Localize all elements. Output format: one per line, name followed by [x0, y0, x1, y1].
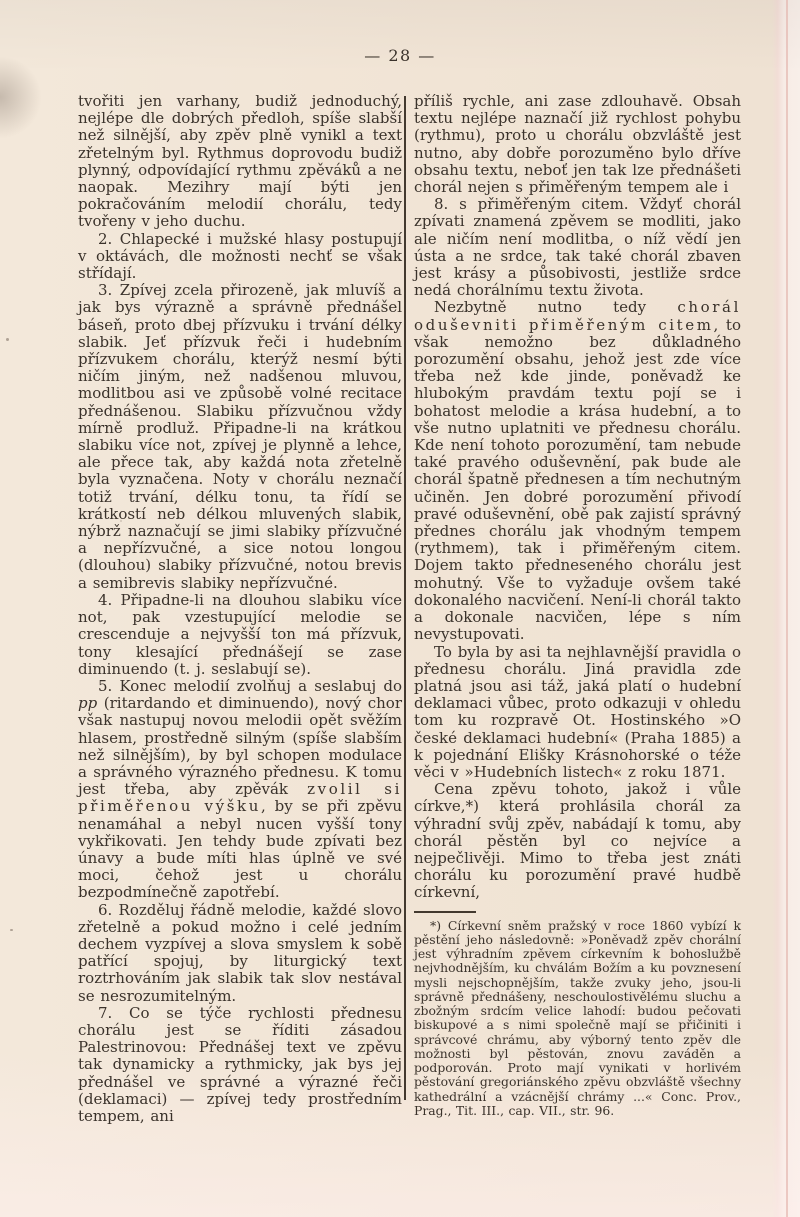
paragraph [78, 231, 402, 283]
paragraph [414, 781, 741, 901]
text-run: *) Církevní sněm pražský v roce 1860 vybízí k pěstění jeho následovně: »Poněvadž zpěv chorální jest výhradním zpěvem církevním k bohoslužbě nejvhodnějším, ku chválám Božím a ku povznesení mysli nejschopnějším, takže zvuky jeho, jsou-li správně přednášeny, neschoulostivělému sluchu a zbožným srdcím velice lahodí: budou pečovati biskupové a s nimi společně mají se přičiniti i správcové chrámu, aby výborný tento zpěv dle možnosti byl pěstován, znovu zaváděn a podporován. Proto mají vynikati v horlivém pěstování gregoriánského zpěvu obzvláště všechny kathedrální a vzácnější chrámy ...« Conc. Prov., Prag., Tit. III., cap. VII., str. 96. [414, 917, 741, 1118]
spaced-text-run: zvolil si přiměřenou výšku [78, 780, 403, 816]
text-run: příliš rychle, ani zase zdlouhavě. Obsah textu nejlépe naznačí již rychlost pohybu (rythmu), proto u chorálu obzvláště jest nutno, aby dobře porozuměno bylo dříve obsahu textu, neboť jen tak lze přednášeti chorál nejen s přiměřeným tempem ale i [414, 92, 741, 197]
paragraph [414, 299, 741, 643]
text-run: , to však nemožno bez důkladného porozumění obsahu, jehož jest zde více třeba než kde jinde, poněvadž ke hlubokým pravdám textu pojí se i bohatost melodie a krása hudební, a to vše nutno uplatniti ve přednesu chorálu. Kde není tohoto porozumění, tam nebude také pravého oduševnění, pak bude ale chorál špatně přednesen a tím nechutným učiněn. Jen dobré porozumění přivodí pravé oduševnění, obě pak zajistí správný přednes chorálu jak vhodným tempem (rythmem), tak i přiměřeným citem. Dojem takto předneseného chorálu jest mohutný. Vše to vyžaduje ovšem také dokonalého nacvičení. Není-li chorál takto a dokonale nacvičen, lépe s ním nevystupovati. [414, 315, 741, 644]
text-run: (ritardando et diminuendo), nový chor však nastupuj novou melodii opět svěžím hlasem, prostředně silným (spíše slabším než silnějším), by byl schopen modulace a správného výrazného přednesu. K tomu jest třeba, aby zpěvák [78, 694, 402, 799]
paragraph [414, 196, 741, 299]
paragraph [78, 902, 402, 1005]
footnote-separator-rule [414, 911, 476, 913]
paragraph [414, 93, 741, 196]
paragraph [78, 1005, 402, 1125]
paragraph [78, 93, 402, 231]
scan-speckle [10, 929, 13, 931]
page-number: — 28 — [364, 46, 436, 65]
text-run: 7. Co se týče rychlosti přednesu chorálu jest se říditi zásadou Palestrinovou: Přednášej text ve zpěvu tak dynamicky a rythmicky, jak bys jej přednášel ve správné a výrazné řeči (deklamaci) — zpívej tedy prostředním tempem, ani [78, 1003, 402, 1125]
text-run: 2. Chlapecké i mužské hlasy postupují v oktávách, dle možnosti nechť se však střídají. [78, 229, 402, 283]
text-run: , by se při zpěvu nenamáhal a nebyl nucen vyšší tony vykřikovati. Jen tehdy bude zpívati bez únavy a bude míti hlas úplně ve své moci, čehož jest u chorálu bezpodmínečně zapotřebí. [78, 797, 402, 902]
text-run: To byla by asi ta nejhlavnější pravidla o přednesu chorálu. Jiná pravidla zde platná jsou asi táž, jaká platí o hudební deklamaci vůbec, proto odkazuji v ohledu tom ku rozpravě Ot. Hostinského »O české deklamaci hudební« (Praha 1885) a k pojednání Elišky Krásnohorské o téže věci v »Hudebních listech« z roku 1871. [414, 642, 741, 781]
text-column-left [78, 93, 402, 1125]
scan-speckle [6, 338, 9, 341]
scan-page-edge [786, 0, 788, 1217]
text-run: Cena zpěvu tohoto, jakož i vůle církve,*) která prohlásila chorál za výhradní svůj zpěv, nabádají k tomu, aby chorál pěstěn byl co nejvíce a nejpečlivěji. Mimo to třeba jest znáti chorálu ku porozumění pravé hudbě církevní, [414, 780, 741, 902]
column-divider-rule [404, 96, 406, 1100]
footnote-block [414, 919, 741, 1119]
text-run: tvořiti jen varhany, budiž jednoduchý, nejlépe dle dobrých předloh, spíše slabší než silnější, aby zpěv plně vynikl a text zřetelným byl. Rythmus doprovodu budiž plynný, odpovídající rythmu zpěváků a ne naopak. Mezihry mají býti jen pokračováním melodií chorálu, tedy tvořeny v jeho duchu. [78, 92, 402, 231]
italic-text-run: pp [78, 694, 98, 713]
paragraph [78, 678, 402, 902]
text-run: 3. Zpívej zcela přirozeně, jak mluvíš a jak bys výrazně a správně přednášel báseň, proto dbej přízvuku i trvání délky slabik. Jeť přízvuk řeči i hudebním přízvukem chorálu, kterýž nesmí býti ničím jiným, než nadšenou mluvou, modlitbou asi ve způsobě volné recitace přednášenou. Slabiku přízvučnou vždy mírně prodluž. Připadne-li na krátkou slabiku více not, zpívej je plynně a lehce, ale přece tak, aby každá nota zřetelně byla vyznačena. Noty v chorálu neznačí totiž trvání, délku tonu, ta řídí se krátkostí neb délkou mluvených slabik, nýbrž naznačují se jimi slabiky přízvučné a nepřízvučné, a sice notou longou (dlouhou) slabiky přízvučné, notou brevis a semibrevis slabiky nepřízvučné. [78, 281, 402, 592]
text-run: 5. Konec melodií zvolňuj a seslabuj do [98, 676, 402, 695]
text-run: Nezbytně nutno tedy [434, 298, 678, 317]
paragraph [78, 282, 402, 592]
paragraph [414, 919, 741, 1119]
paragraph [78, 592, 402, 678]
text-run: 4. Připadne-li na dlouhou slabiku více not, pak vzestupující melodie se crescenduje a nejvyšší ton má přízvuk, tony klesající přednášejí se zase diminuendo (t. j. seslabují se). [78, 590, 402, 678]
text-run: 8. s přiměřeným citem. Vždyť chorál zpívati znamená zpěvem se modliti, jako ale ničím není modlitba, o níž vědí jen ústa a ne srdce, tak také chorál zbaven jest krásy a působivosti, jestliže srdce nedá chorálnímu textu života. [414, 195, 741, 300]
text-column-right [414, 93, 741, 1118]
text-run: 6. Rozděluj řádně melodie, každé slovo zřetelně a pokud možno i celé jedním dechem vyzpívej a slova smyslem k sobě patřící spojuj, by liturgický text roztrhováním jak slabik tak slov nestával se nesrozumitelným. [78, 900, 402, 1005]
spaced-text-run: chorál oduševniti přiměřeným citem [414, 298, 741, 334]
right-column-main-text [414, 93, 741, 902]
paragraph [414, 644, 741, 782]
